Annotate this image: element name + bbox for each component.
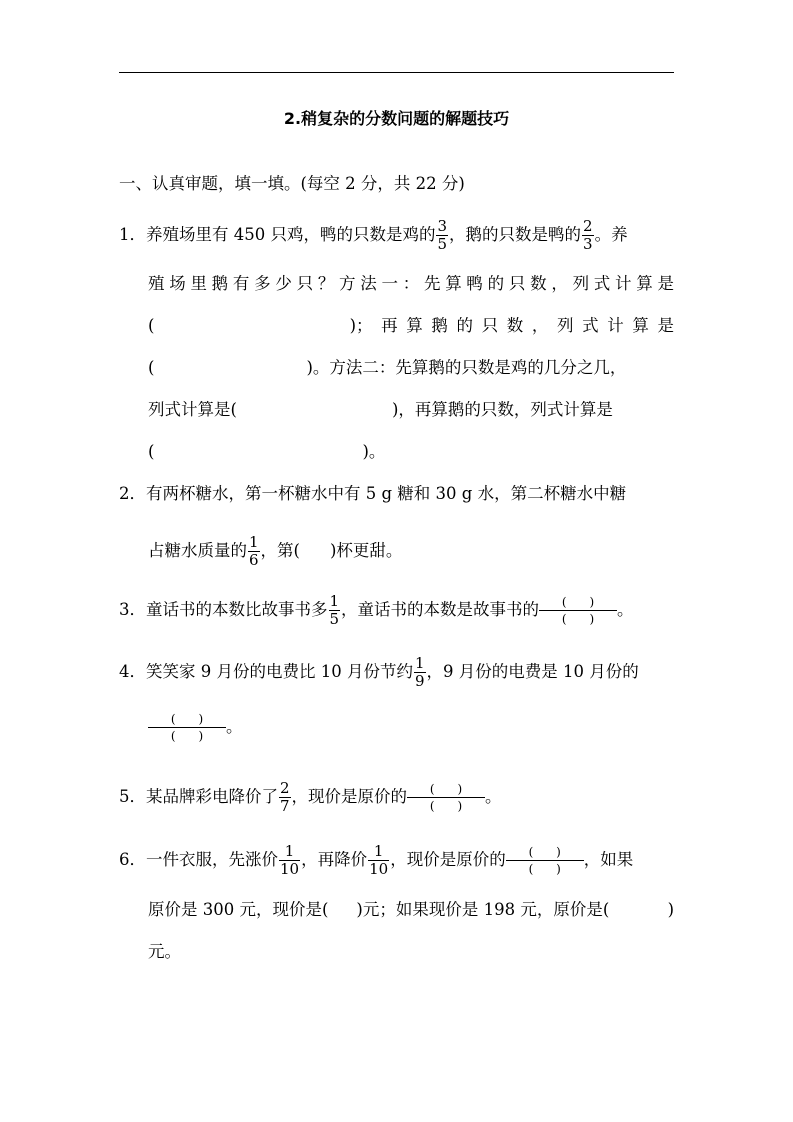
- q1-text-a: 养殖场里有 450 只鸡，鸭的只数是鸡的: [146, 225, 436, 244]
- q1-blank-1-open[interactable]: (: [148, 316, 155, 335]
- q1-blank-3-open[interactable]: (: [230, 400, 237, 419]
- q1-f1-num: 3: [437, 217, 448, 235]
- q6-line-2-b: 元；如果现价是 198 元，原价是: [362, 900, 603, 919]
- q5-answer-fraction[interactable]: ( ) ( ): [407, 781, 485, 814]
- q4-f-num: 1: [414, 654, 425, 672]
- q6-f2-num: 1: [368, 843, 389, 861]
- header-rule: [119, 72, 674, 73]
- section-heading: 一、认真审题，填一填。(每空 2 分，共 22 分): [119, 174, 465, 193]
- q6-answer-fraction[interactable]: ( ) ( ): [506, 844, 584, 877]
- q1-blank-4-open[interactable]: (: [148, 442, 155, 461]
- q1-line-6: [148, 440, 385, 464]
- q5-f-num: 2: [280, 779, 290, 797]
- question-2: [119, 482, 626, 506]
- q4-answer-fraction[interactable]: ( ) ( ): [148, 711, 226, 744]
- q5-fraction: [279, 780, 291, 815]
- q6-text-b: ，再降价: [301, 850, 368, 869]
- q1-line-5-b: ，再算鹅的只数，列式计算是: [398, 400, 613, 419]
- q4-f-den: 9: [414, 672, 425, 690]
- q6-fraction-1: [279, 843, 300, 878]
- q4-text-a: 笑笑家 9 月份的电费比 10 月份节约: [146, 662, 413, 681]
- q1-blank-4-close[interactable]: ): [362, 442, 369, 461]
- q1-text-c: 。养: [594, 225, 628, 244]
- q1-line-6-text: 。: [368, 442, 386, 461]
- q2-blank-open[interactable]: (: [293, 541, 300, 560]
- q5-text-c: 。: [485, 787, 502, 806]
- q1-fraction-1: [436, 218, 448, 253]
- q2-blank-close[interactable]: ): [329, 541, 337, 560]
- q4-number: 4．: [119, 662, 146, 681]
- q5-number: 5．: [119, 787, 146, 806]
- q2-text-c: 杯更甜。: [336, 541, 403, 560]
- q1-blank-2-close[interactable]: ): [306, 358, 313, 377]
- q2-fraction: [248, 534, 260, 569]
- q2-f-den: 6: [249, 551, 259, 569]
- q6-text-a: 一件衣服，先涨价: [146, 850, 278, 869]
- q1-blank-1-close[interactable]: ): [349, 316, 356, 335]
- q6-blank-1-open[interactable]: (: [321, 900, 329, 919]
- question-1: [119, 218, 628, 253]
- q5-text-b: ，现价是原价的: [291, 787, 408, 806]
- q1-text-b: ，鹅的只数是鸭的: [449, 225, 582, 244]
- q3-answer-fraction[interactable]: ( ) ( ): [539, 594, 617, 627]
- q6-f1-num: 1: [279, 843, 300, 861]
- q1-line-3: [148, 314, 674, 338]
- q1-f2-den: 3: [583, 235, 593, 253]
- q1-number: 1．: [119, 225, 146, 244]
- q2-line-1: 有两杯糖水，第一杯糖水中有 5 g 糖和 30 g 水，第二杯糖水中糖: [146, 484, 627, 503]
- q1-line-5: [148, 398, 674, 422]
- q3-fraction: [329, 593, 341, 628]
- q1-line-2: 殖场里鹅有多少只？方法一：先算鸭的只数，列式计算是: [148, 274, 674, 293]
- q2-text-a: 占糖水质量的: [148, 541, 247, 560]
- q1-f2-num: 2: [583, 217, 593, 235]
- page-title: 2.稍复杂的分数问题的解题技巧: [283, 109, 510, 128]
- q1-line-5-a: 列式计算是: [148, 400, 231, 419]
- q6-line-2: [148, 898, 674, 922]
- q1-line-4: [148, 356, 674, 380]
- q3-text-b: ，童话书的本数是故事书的: [341, 600, 540, 619]
- q4-fraction: [414, 655, 426, 690]
- q2-f-num: 1: [249, 533, 259, 551]
- q1-blank-3-close[interactable]: ): [391, 400, 399, 419]
- q6-line-3: 元。: [148, 942, 181, 961]
- q2-number: 2．: [119, 484, 146, 503]
- q6-blank-2-close[interactable]: ): [667, 900, 674, 919]
- q1-fraction-2: [582, 218, 594, 253]
- q6-text-d: ，如果: [583, 850, 634, 869]
- question-5: [119, 780, 502, 815]
- question-6: [119, 843, 633, 878]
- q6-line-2-a: 原价是 300 元，现价是: [148, 900, 322, 919]
- q6-number: 6．: [119, 850, 146, 869]
- question-4: [119, 655, 639, 690]
- q5-f-den: 7: [280, 797, 290, 815]
- q5-text-a: 某品牌彩电降价了: [146, 787, 278, 806]
- q3-text-a: 童话书的本数比故事书多: [146, 600, 328, 619]
- q3-number: 3．: [119, 600, 146, 619]
- q6-f1-den: 10: [280, 860, 300, 878]
- q6-blank-1-close[interactable]: ): [356, 900, 363, 919]
- q3-f-den: 5: [329, 610, 340, 628]
- q3-text-c: 。: [617, 600, 634, 619]
- question-3: [119, 593, 634, 628]
- q2-line-2: [148, 534, 402, 569]
- q6-fraction-2: [368, 843, 389, 878]
- q6-text-c: ，现价是原价的: [390, 850, 506, 869]
- q1-line-3-text: ；再算鹅的只数，列式计算是: [356, 316, 674, 335]
- q4-line-2: [148, 711, 243, 744]
- q6-blank-2-open[interactable]: (: [602, 900, 610, 919]
- q4-text-c: 。: [226, 717, 243, 736]
- q3-f-num: 1: [329, 592, 340, 610]
- q1-f1-den: 5: [437, 235, 448, 253]
- q1-blank-2-open[interactable]: (: [148, 358, 155, 377]
- q4-text-b: ，9 月份的电费是 10 月份的: [426, 662, 639, 681]
- q1-line-4-text: 。方法二：先算鹅的只数是鸡的几分之几，: [312, 358, 627, 377]
- q6-f2-den: 10: [369, 860, 389, 878]
- q2-text-b: ，第: [260, 541, 294, 560]
